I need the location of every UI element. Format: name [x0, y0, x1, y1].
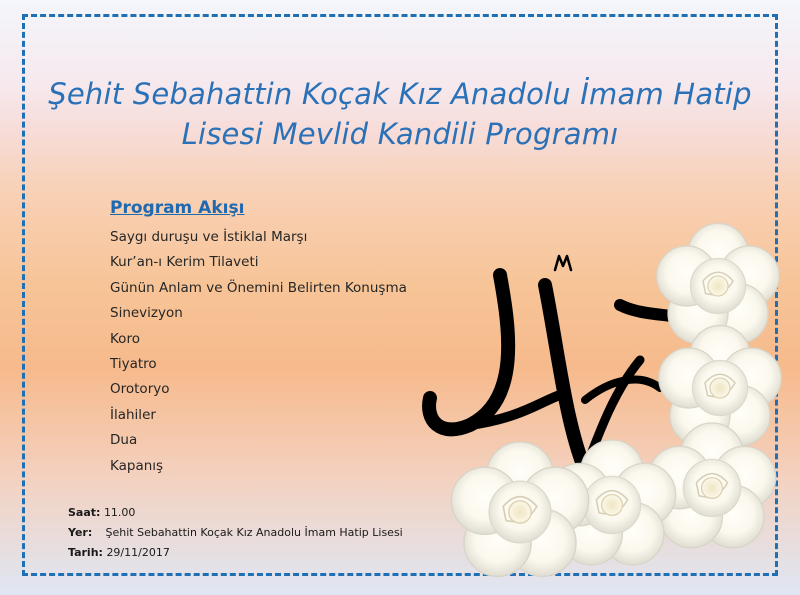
time-label: Saat:	[68, 506, 101, 519]
program-item: Koro	[110, 330, 140, 347]
program-item: Saygı duruşu ve İstiklal Marşı	[110, 229, 308, 245]
title-line-2: Lisesi Mevlid Kandili Programı	[181, 117, 619, 151]
program-item: Tiyatro	[110, 355, 157, 372]
program-item: Sinevizyon	[110, 305, 183, 322]
program-heading: Program Akışı	[110, 198, 245, 218]
program-item: İlahiler	[110, 406, 156, 423]
date-row	[68, 546, 170, 559]
program-item: Orotoryo	[110, 381, 170, 398]
date-value: 29/11/2017	[106, 546, 170, 559]
time-row	[68, 506, 135, 519]
program-item: Kur’an-ı Kerim Tilaveti	[110, 254, 259, 271]
place-value: Şehit Sebahattin Koçak Kız Anadolu İmam Hatip Lisesi	[105, 526, 403, 539]
title-line-1: Şehit Sebahattin Koçak Kız Anadolu İmam Hatip	[48, 77, 752, 111]
program-item: Dua	[110, 432, 138, 449]
program-item: Günün Anlam ve Önemini Belirten Konuşma	[110, 279, 407, 296]
page-title	[40, 74, 760, 154]
place-row	[68, 526, 403, 539]
place-label: Yer:	[68, 526, 93, 539]
program-list	[110, 225, 407, 479]
date-label: Tarih:	[68, 546, 103, 559]
program-item: Kapanış	[110, 457, 164, 474]
time-value: 11.00	[103, 506, 136, 519]
